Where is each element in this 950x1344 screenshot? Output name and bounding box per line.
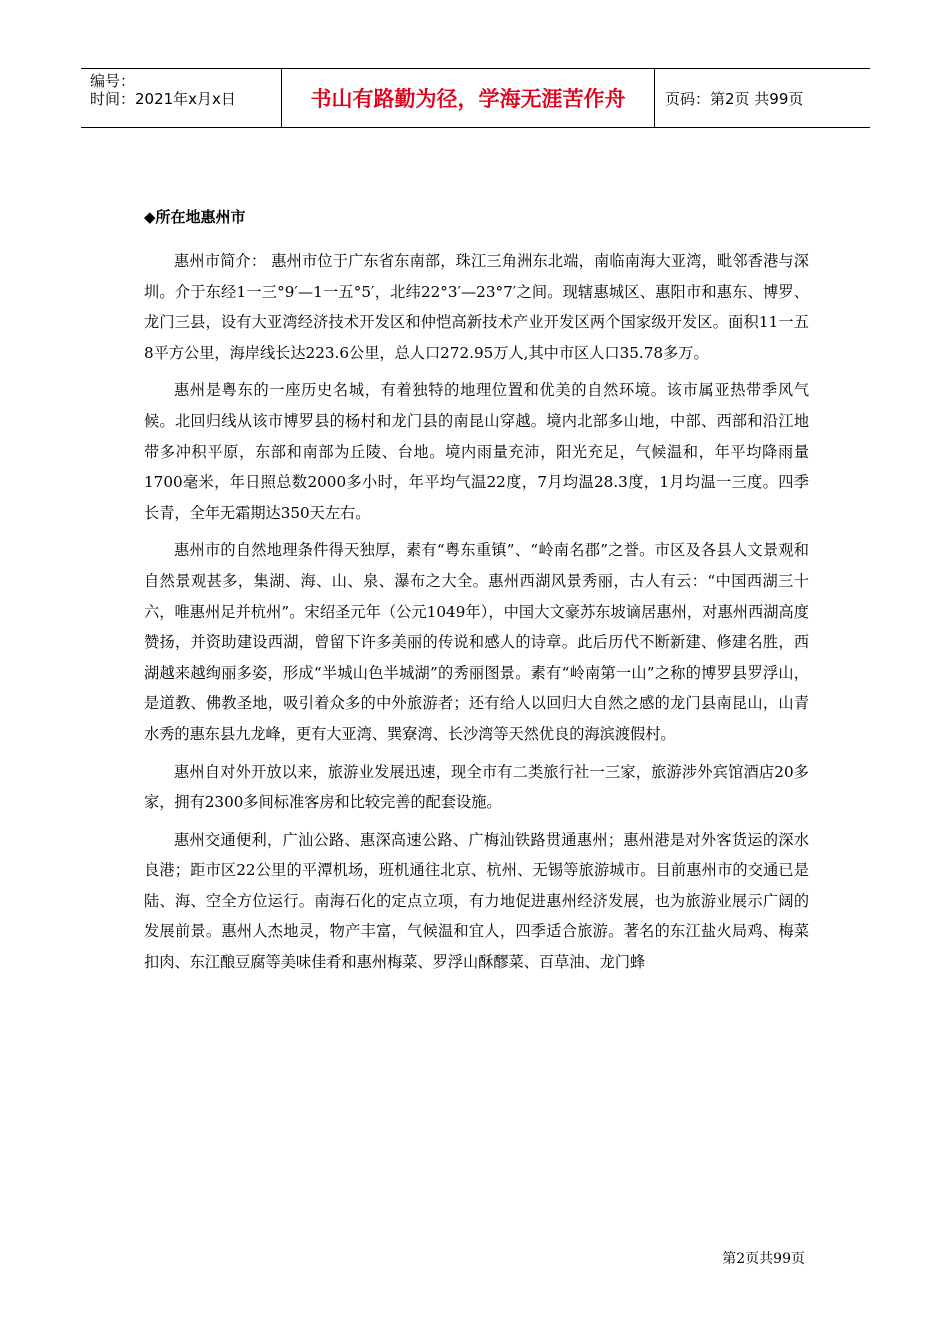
document-body	[144, 204, 809, 985]
header-page-code: 页码：第2页 共99页	[665, 89, 804, 108]
paragraph-tourism: 惠州自对外开放以来，旅游业发展迅速，现全市有二类旅行社一三家，旅游涉外宾馆酒店20多家，拥有2300多间标准客房和比较完善的配套设施。	[144, 762, 809, 812]
page-header	[81, 68, 870, 128]
header-motto: 书山有路勤为径，学海无涯苦作舟	[282, 69, 655, 127]
section-title: ◆所在地惠州市	[144, 208, 246, 226]
paragraph-transport: 惠州交通便利，广汕公路、惠深高速公路、广梅汕铁路贯通惠州；惠州港是对外客货运的深水良港；距市区22公里的平潭机场，班机通往北京、杭州、无锡等旅游城市。目前惠州市的交通已是陆、海、空全方位运行。南海石化的定点立项，有力地促进惠州经济发展，也为旅游业展示广阔的发展前景。惠州人杰地灵，物产丰富，气候温和宜人，四季适合旅游。著名的东江盐火局鸡、梅菜扣肉、东江酿豆腐等美味佳肴和惠州梅菜、罗浮山酥醪菜、百草油、龙门蜂	[144, 830, 809, 972]
document-number-label: 编号：	[90, 72, 136, 90]
page-footer: 第2页共99页	[722, 1251, 805, 1267]
paragraph-scenery: 惠州市的自然地理条件得天独厚，素有“粤东重镇”、“岭南名郡”之誉。市区及各县人文景观和自然景观甚多，集湖、海、山、泉、瀑布之大全。惠州西湖风景秀丽，古人有云：“中国西湖三十六，唯惠州足并杭州”。宋绍圣元年（公元1049年），中国大文豪苏东坡谪居惠州，对惠州西湖高度赞扬，并资助建设西湖，曾留下许多美丽的传说和感人的诗章。此后历代不断新建、修建名胜，西湖越来越绚丽多姿，形成“半城山色半城湖”的秀丽图景。素有“岭南第一山”之称的博罗县罗浮山，是道教、佛教圣地，吸引着众多的中外旅游者；还有给人以回归大自然之感的龙门县南昆山，山青水秀的惠东县九龙峰，更有大亚湾、巽寮湾、长沙湾等天然优良的海滨渡假村。	[144, 541, 809, 743]
paragraph-geography: 惠州是粤东的一座历史名城，有着独特的地理位置和优美的自然环境。该市属亚热带季风气候。北回归线从该市博罗县的杨村和龙门县的南昆山穿越。境内北部多山地，中部、西部和沿江地带多冲积平原，东部和南部为丘陵、台地。境内雨量充沛，阳光充足，气候温和，年平均降雨量1700毫米，年日照总数2000多小时，年平均气温22度，7月均温28.3度，1月均温一三度。四季长青，全年无霜期达350天左右。	[144, 381, 809, 522]
header-meta	[81, 69, 282, 127]
paragraph-intro: 惠州市简介： 惠州市位于广东省东南部，珠江三角洲东北端，南临南海大亚湾，毗邻香港与深圳。介于东经1一三°9′—1一五°5′，北纬22°3′—23°7′之间。现辖惠城区、惠阳市和惠东、博罗、龙门三县，设有大亚湾经济技术开发区和仲恺高新技术产业开发区两个国家级开发区。面积11一五8平方公里，海岸线长达223.6公里，总人口272.95万人,其中市区人口35.78多万。	[144, 252, 809, 362]
document-date: 时间：2021年x月x日	[90, 90, 236, 108]
